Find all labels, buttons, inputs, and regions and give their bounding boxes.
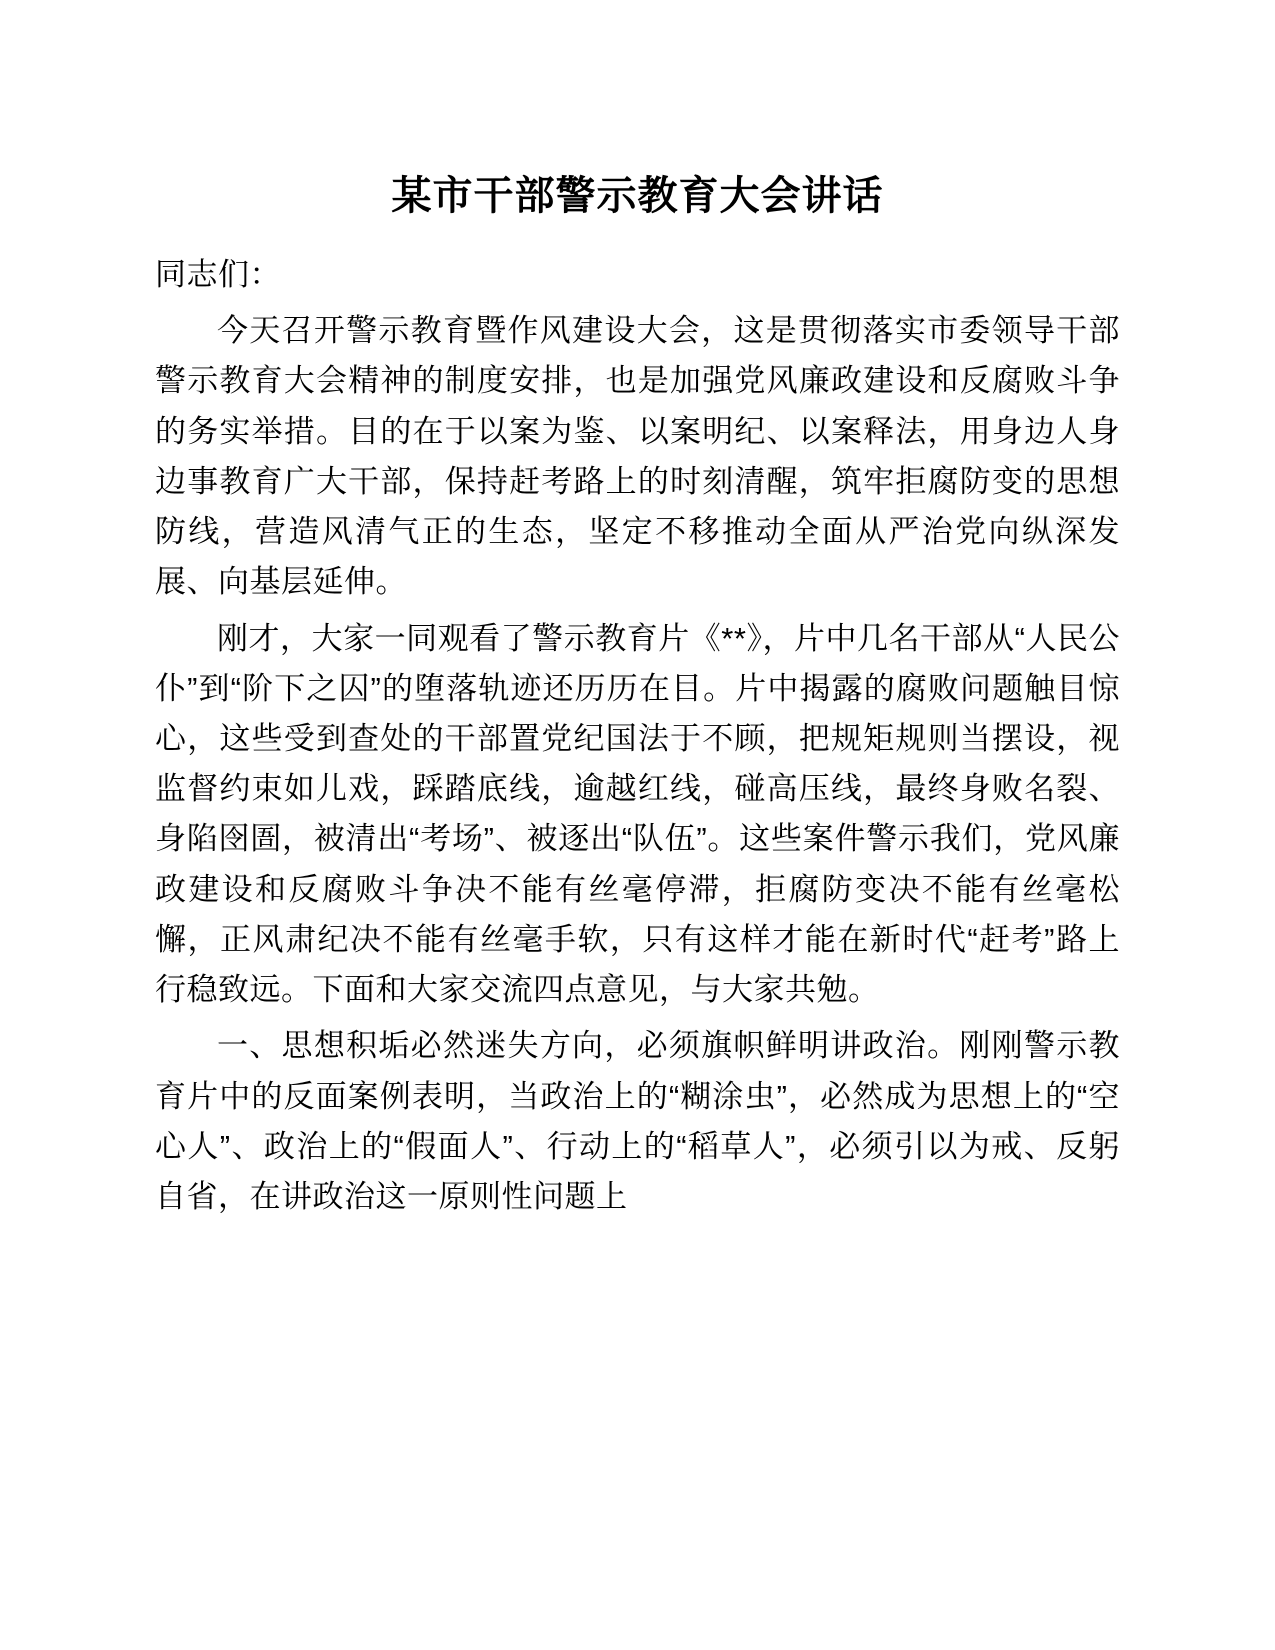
body-paragraph-2: 刚才，大家一同观看了警示教育片《**》，片中几名干部从“人民公仆”到“阶下之囚”的堕落轨迹还历历在目。片中揭露的腐败问题触目惊心，这些受到查处的干部置党纪国法于不顾，把规矩规则当摆设，视监督约束如儿戏，踩踏底线，逾越红线，碰高压线，最终身败名裂、身陷囹圄，被清出“考场”、被逐出“队伍”。这些案件警示我们，党风廉政建设和反腐败斗争决不能有丝毫停滞，拒腐防变决不能有丝毫松懈，正风肃纪决不能有丝毫手软，只有这样才能在新时代“赶考”路上行稳致远。下面和大家交流四点意见，与大家共勉。 [155,620,1120,1008]
salutation-text: 同志们： [155,257,281,292]
page-title: 某市干部警示教育大会讲话 [391,174,884,218]
body-paragraph-1: 今天召开警示教育暨作风建设大会，这是贯彻落实市委领导干部警示教育大会精神的制度安排，也是加强党风廉政建设和反腐败斗争的务实举措。目的在于以案为鉴、以案明纪、以案释法，用身边人身边事教育广大干部，保持赶考路上的时刻清醒，筑牢拒腐防变的思想防线，营造风清气正的生态，坚定不移推动全面从严治党向纵深发展、向基层延伸。 [155,313,1120,600]
body-paragraph-3: 一、思想积垢必然迷失方向，必须旗帜鲜明讲政治。刚刚警示教育片中的反面案例表明，当政治上的“糊涂虫”，必然成为思想上的“空心人”、政治上的“假面人”、行动上的“稻草人”，必须引以为戒、反躬自省，在讲政治这一原则性问题上 [155,1028,1120,1214]
